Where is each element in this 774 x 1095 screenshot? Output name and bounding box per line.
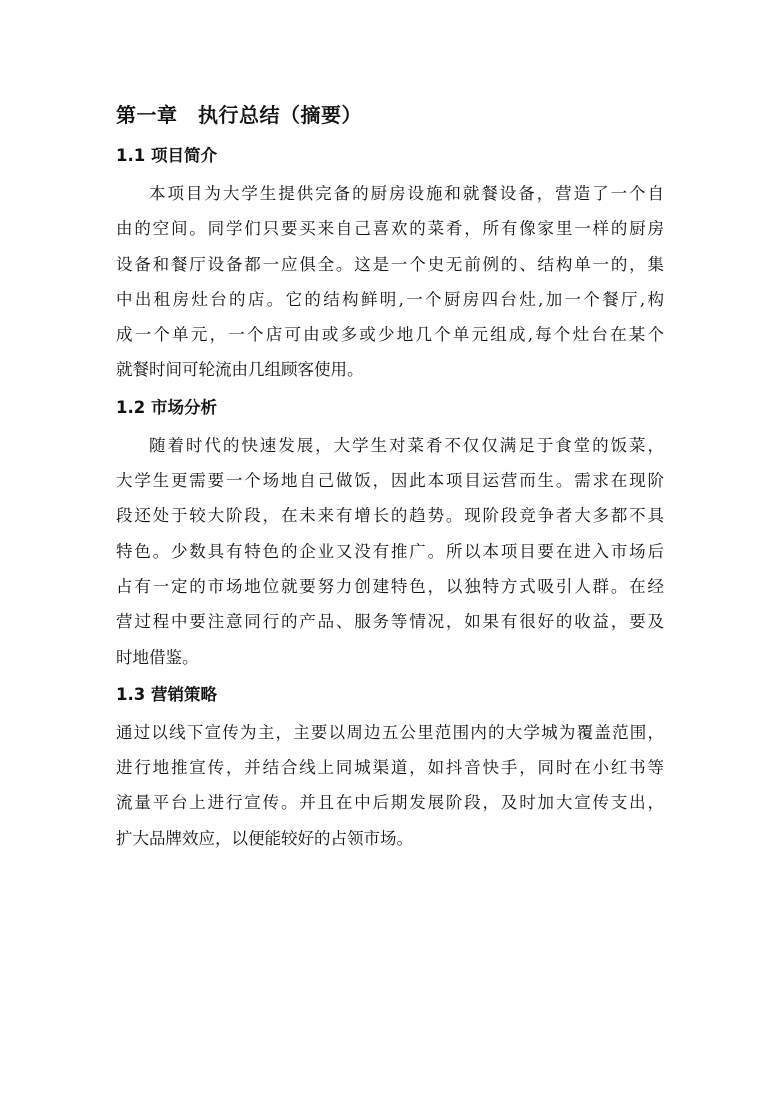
paragraph-line: 扩大品牌效应，以便能较好的占领市场。 xyxy=(116,828,413,848)
paragraph-line: 占有一定的市场地位就要努力创建特色，以独特方式吸引人群。在经 xyxy=(116,576,664,596)
section-paragraph-1-1 xyxy=(116,176,664,388)
paragraph-line: 大学生更需要一个场地自己做饭，因此本项目运营而生。需求在现阶 xyxy=(116,471,664,491)
paragraph-line: 中出租房灶台的店。它的结构鲜明,一个厨房四台灶,加一个餐厅,构 xyxy=(116,289,664,309)
paragraph-line: 进行地推宣传，并结合线上同城渠道，如抖音快手，同时在小红书等 xyxy=(116,758,664,778)
paragraph-line: 流量平台上进行宣传。并且在中后期发展阶段，及时加大宣传支出， xyxy=(116,793,664,813)
section-paragraph-1-2 xyxy=(116,428,664,675)
document-page xyxy=(116,100,664,862)
paragraph-line: 营过程中要注意同行的产品、服务等情况，如果有很好的收益，要及 xyxy=(116,612,664,632)
paragraph-line: 特色。少数具有特色的企业又没有推广。所以本项目要在进入市场后 xyxy=(116,541,664,561)
section-heading-1-2: 1.2 市场分析 xyxy=(116,397,217,417)
section-paragraph-1-3 xyxy=(116,715,664,856)
paragraph-line: 成一个单元，一个店可由或多或少地几个单元组成,每个灶台在某个 xyxy=(116,325,664,345)
paragraph-line: 段还处于较大阶段，在未来有增长的趋势。现阶段竞争者大多都不具 xyxy=(116,506,664,526)
section-heading-1-1: 1.1 项目简介 xyxy=(116,146,217,165)
paragraph-line: 通过以线下宣传为主，主要以周边五公里范围内的大学城为覆盖范围， xyxy=(116,722,664,742)
paragraph-line: 设备和餐厅设备都一应俱全。这是一个史无前例的、结构单一的，集 xyxy=(116,254,664,274)
paragraph-line: 就餐时间可轮流由几组顾客使用。 xyxy=(116,360,364,380)
section-heading-1-3: 1.3 营销策略 xyxy=(116,684,217,704)
paragraph-line: 随着时代的快速发展，大学生对菜肴不仅仅满足于食堂的饭菜， xyxy=(149,435,664,455)
paragraph-line: 时地借鉴。 xyxy=(116,647,199,667)
chapter-title: 第一章 执行总结（摘要） xyxy=(116,103,362,127)
paragraph-line: 本项目为大学生提供完备的厨房设施和就餐设备，营造了一个自 xyxy=(149,184,664,203)
paragraph-line: 由的空间。同学们只要买来自己喜欢的菜肴，所有像家里一样的厨房 xyxy=(116,219,664,239)
